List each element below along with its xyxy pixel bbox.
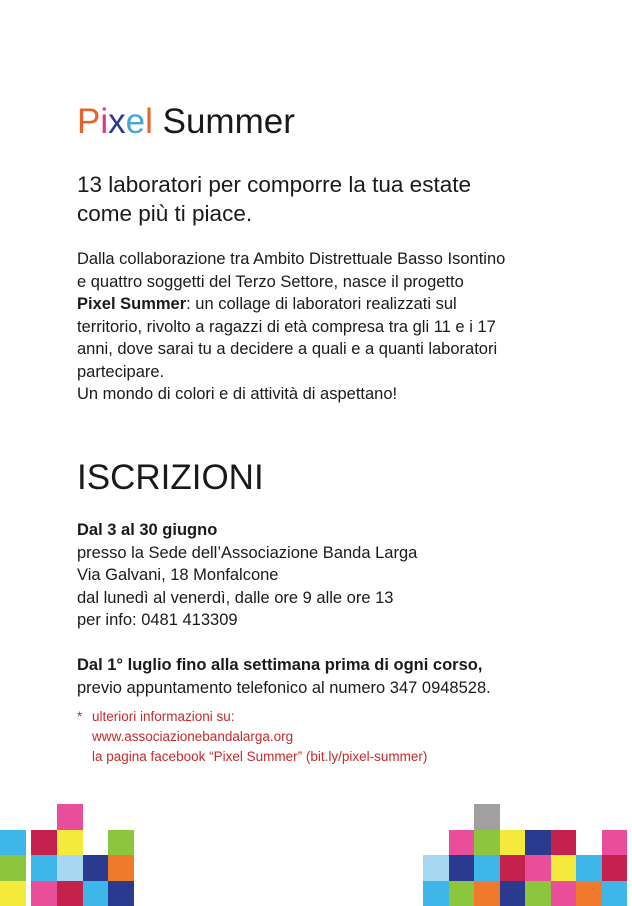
pixel-square (57, 881, 83, 906)
pixel-square (525, 881, 551, 906)
pixel-square (500, 881, 526, 906)
pixel-square (525, 855, 551, 881)
pixel-square (602, 830, 628, 856)
pixel-square (0, 855, 26, 881)
pixel-square (449, 855, 475, 881)
pixel-square (500, 855, 526, 881)
period1-block (77, 519, 417, 632)
pixel-square (474, 830, 500, 856)
pixel-square (108, 881, 134, 906)
pixel-square (449, 830, 475, 856)
pixel-square (525, 830, 551, 856)
intro-line: Dalla collaborazione tra Ambito Distrettuale Basso Isontino (77, 248, 505, 271)
pixel-square (449, 881, 475, 906)
title-letter-p: P (77, 102, 100, 141)
pixel-square (602, 881, 628, 906)
notes-block (77, 707, 427, 767)
website-link[interactable]: www.associazionebandalarga.org (77, 727, 427, 747)
intro-line: anni, dove sarai tu a decidere a quali e a quanti laboratori (77, 338, 505, 361)
title-letter-l: l (145, 102, 153, 141)
pixel-square (551, 855, 577, 881)
pixel-square (108, 830, 134, 856)
period1-line: per info: 0481 413309 (77, 609, 417, 632)
note-line (77, 707, 427, 727)
period1-line: presso la Sede dell’Associazione Banda Larga (77, 542, 417, 565)
pixel-square (31, 830, 57, 856)
pixel-square (576, 855, 602, 881)
note-text: ulteriori informazioni su: (92, 709, 235, 724)
title-letter-x: x (108, 102, 126, 141)
period1-line: Via Galvani, 18 Monfalcone (77, 564, 417, 587)
period2-heading: Dal 1° luglio fino alla settimana prima di ogni corso, (77, 654, 491, 677)
period1-heading: Dal 3 al 30 giugno (77, 519, 417, 542)
period2-block (77, 654, 491, 699)
intro-line: Un mondo di colori e di attività di aspettano! (77, 383, 505, 406)
intro-line-3-rest: : un collage di laboratori realizzati sul (186, 295, 457, 313)
pixel-square (31, 855, 57, 881)
period2-line: previo appuntamento telefonico al numero 347 0948528. (77, 677, 491, 700)
pixel-square (551, 830, 577, 856)
facebook-link[interactable]: la pagina facebook “Pixel Summer” (bit.ly/pixel-summer) (77, 747, 427, 767)
subtitle-line: 13 laboratori per comporre la tua estate (77, 170, 471, 199)
pixel-square (474, 881, 500, 906)
pixel-square (423, 881, 449, 906)
pixel-square (474, 855, 500, 881)
page-title (77, 100, 295, 144)
subtitle (77, 170, 471, 228)
pixel-square (0, 881, 26, 906)
pixel-square (31, 881, 57, 906)
pixel-square (57, 855, 83, 881)
intro-project-name: Pixel Summer (77, 295, 186, 313)
pixel-square (500, 830, 526, 856)
pixel-square (551, 881, 577, 906)
intro-line-3 (77, 293, 505, 316)
pixel-square (83, 881, 109, 906)
title-rest: Summer (153, 102, 295, 141)
subtitle-line: come più ti piace. (77, 199, 471, 228)
title-letter-e: e (126, 102, 145, 141)
pixel-square (0, 830, 26, 856)
pixel-square (576, 881, 602, 906)
pixel-square (108, 855, 134, 881)
iscrizioni-heading: ISCRIZIONI (77, 456, 264, 500)
intro-paragraph (77, 248, 505, 406)
pixel-square (474, 804, 500, 830)
intro-line: territorio, rivolto a ragazzi di età compresa tra gli 11 e i 17 (77, 316, 505, 339)
pixel-square (83, 855, 109, 881)
title-letter-i: i (100, 102, 108, 141)
pixel-square (57, 804, 83, 830)
period1-line: dal lunedì al venerdì, dalle ore 9 alle ore 13 (77, 587, 417, 610)
pixel-square (423, 855, 449, 881)
pixel-square (602, 855, 628, 881)
note-marker: * (77, 707, 82, 727)
pixel-square (57, 830, 83, 856)
intro-line: e quattro soggetti del Terzo Settore, nasce il progetto (77, 271, 505, 294)
intro-line: partecipare. (77, 361, 505, 384)
